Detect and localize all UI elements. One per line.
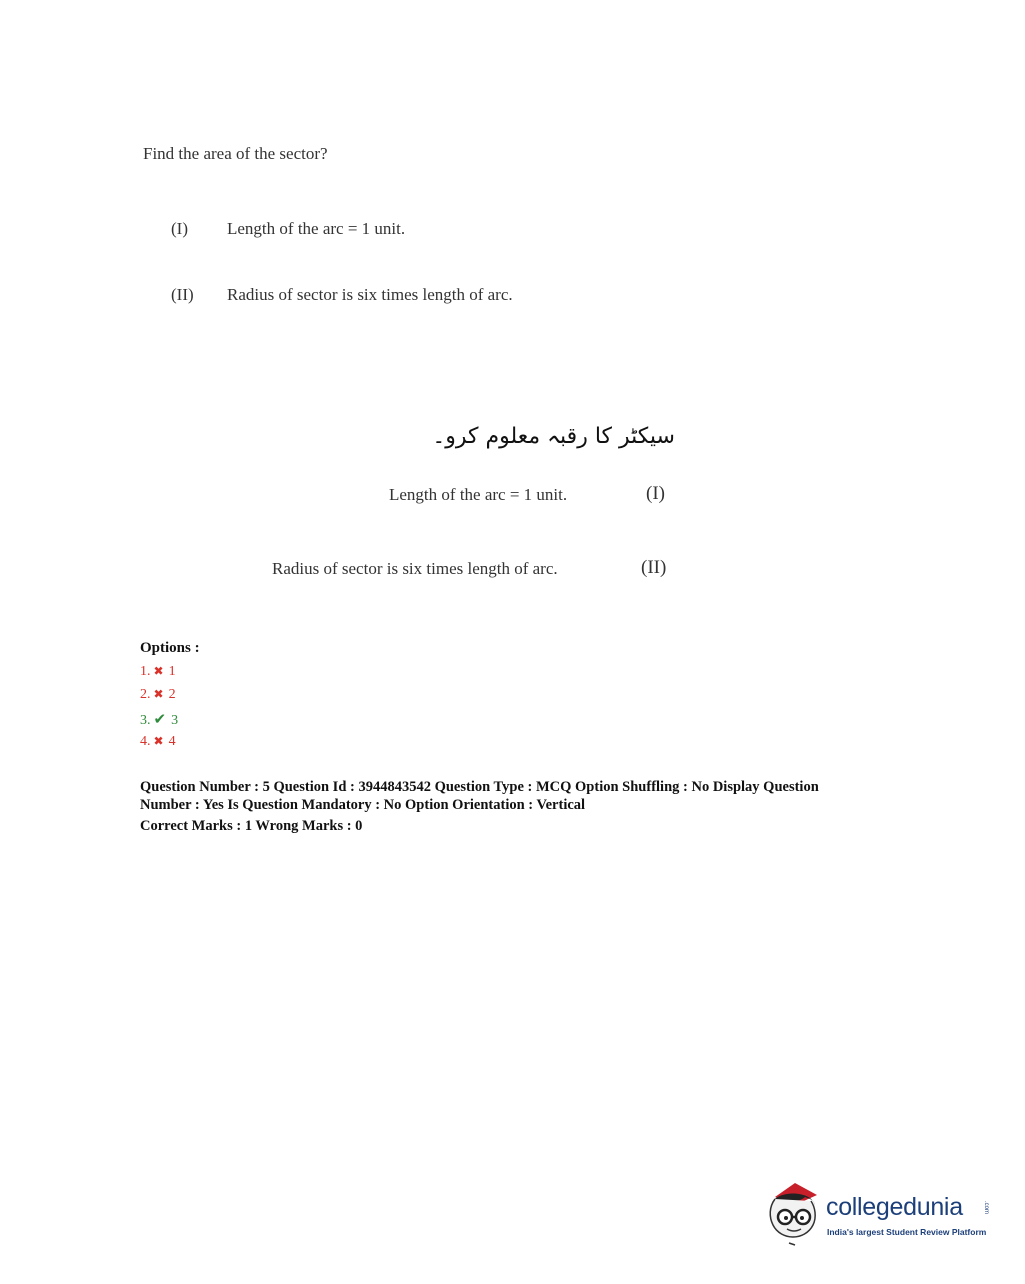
option-1-number: 1. [140, 664, 151, 679]
question-text: Find the area of the sector? [143, 144, 328, 163]
cross-icon: ✖ [153, 687, 164, 701]
option-3-number: 3. [140, 713, 151, 728]
logo-tagline: India's largest Student Review Platform [827, 1227, 987, 1237]
check-icon: ✔ [153, 712, 167, 728]
option-3-value: 3 [171, 713, 179, 728]
logo-dotcom: .com [983, 1201, 989, 1215]
option-2-number: 2. [140, 687, 151, 702]
question-metadata-line-1: Question Number : 5 Question Id : 3944843542 Question Type : MCQ Option Shuffling : No Display Question [140, 779, 819, 795]
question-metadata-line-2: Number : Yes Is Question Mandatory : No Option Orientation : Vertical [140, 797, 586, 813]
urdu-question-text: سیکٹر کا رقبہ معلوم کرو۔ [432, 424, 675, 449]
statement-1-text: Length of the arc = 1 unit. [227, 219, 406, 238]
translation-statement-1-number: (I) [646, 483, 665, 504]
cross-icon: ✖ [153, 734, 164, 748]
statement-2-number: (II) [171, 285, 194, 304]
option-1 [140, 664, 176, 680]
question-metadata-marks: Correct Marks : 1 Wrong Marks : 0 [140, 818, 363, 834]
options-heading: Options : [140, 640, 200, 656]
cross-icon: ✖ [153, 664, 164, 678]
translation-statement-2-text: Radius of sector is six times length of arc. [272, 559, 558, 578]
collegedunia-logo [765, 1175, 995, 1250]
option-1-value: 1 [168, 664, 176, 679]
statement-2-text: Radius of sector is six times length of arc. [227, 285, 513, 304]
option-4 [140, 734, 176, 750]
option-3 [140, 710, 178, 729]
option-4-number: 4. [140, 734, 151, 749]
statement-1-number: (I) [171, 219, 188, 238]
translation-statement-2-number: (II) [641, 557, 667, 578]
option-2 [140, 687, 176, 703]
mascot-icon [765, 1177, 823, 1247]
option-2-value: 2 [168, 687, 176, 702]
option-4-value: 4 [168, 734, 176, 749]
logo-wordmark: collegedunia [826, 1193, 963, 1221]
translation-statement-1-text: Length of the arc = 1 unit. [389, 485, 568, 504]
